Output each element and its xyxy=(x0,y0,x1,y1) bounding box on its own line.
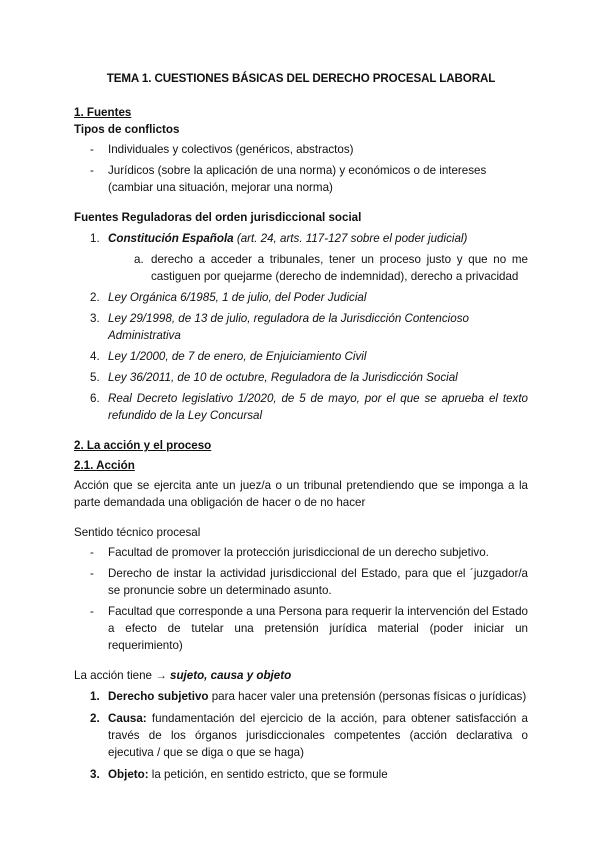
list-item xyxy=(74,289,528,306)
list-label: Causa: xyxy=(108,712,147,725)
sub-list-text: derecho a acceder a tribunales, tener un proceso justo y que no me castiguen por quejarme (derecho de indemnidad), derecho a privacidad xyxy=(151,253,528,283)
list-item xyxy=(74,688,528,705)
list-label: Objeto: xyxy=(108,768,149,781)
fuentes-list-cont xyxy=(74,289,528,424)
list-item: - Facultad que corresponde a una Persona para requerir la intervención del Estado a efecto de tutelar una pretensión jurídica material (poder iniciar un requerimiento) xyxy=(74,603,528,654)
list-text: Real Decreto legislativo 1/2020, de 5 de mayo, por el que se aprueba el texto refundido de la Ley Concursal xyxy=(108,392,528,422)
accion-definition: Acción que se ejercita ante un juez/a o un tribunal pretendiendo que se imponga a la parte demandada una obligación de hacer o de no hacer xyxy=(74,479,528,509)
list-item xyxy=(74,230,528,247)
list-item: - Derecho de instar la actividad jurisdiccional del Estado, para que el ´juzgador/a se pronuncie sobre un determinado asunto. xyxy=(74,565,528,599)
list-item: - Individuales y colectivos (genéricos, abstractos) xyxy=(74,141,528,158)
list-text: para hacer valer una pretensión (personas físicas o jurídicas) xyxy=(208,690,527,703)
sub-list-item xyxy=(74,251,528,285)
tipos-list xyxy=(74,141,528,196)
constitucion-label: Constitución Española xyxy=(108,232,234,245)
sentido-tecnico-label: Sentido técnico procesal xyxy=(74,526,201,539)
list-text: Ley 29/1998, de 13 de julio, reguladora de la Jurisdicción Contencioso Administrativa xyxy=(108,312,469,342)
list-text: Ley 36/2011, de 10 de octubre, Reguladora de la Jurisdicción Social xyxy=(108,371,458,384)
list-item xyxy=(74,310,528,344)
list-number: 4. xyxy=(90,350,100,363)
subheading-tipos-conflictos: Tipos de conflictos xyxy=(74,123,180,136)
subheading-fuentes-reguladoras: Fuentes Reguladoras del orden jurisdiccional social xyxy=(74,211,362,224)
list-item xyxy=(74,766,528,783)
list-text: Ley 1/2000, de 7 de enero, de Enjuiciamiento Civil xyxy=(108,350,367,363)
list-number: 1. xyxy=(90,232,100,245)
list-item: - Facultad de promover la protección jurisdiccional de un derecho subjetivo. xyxy=(74,544,528,561)
list-letter: a. xyxy=(134,253,144,266)
list-number: 2. xyxy=(90,712,100,725)
document-title: TEMA 1. CUESTIONES BÁSICAS DEL DERECHO PROCESAL LABORAL xyxy=(106,72,496,85)
constitucion-detail: (art. 24, arts. 117-127 sobre el poder judicial) xyxy=(233,232,468,245)
accion-tiene-line xyxy=(74,667,528,684)
list-number: 6. xyxy=(90,392,100,405)
list-text: fundamentación del ejercicio de la acción, para obtener satisfacción a través de los órganos jurisdiccionales competentes (acción declarativa o ejecutiva / que se diga o que se haga) xyxy=(108,712,528,759)
subsection-heading-accion: 2.1. Acción xyxy=(74,459,135,472)
list-item xyxy=(74,390,528,424)
sentido-list xyxy=(74,544,528,654)
list-item: - Jurídicos (sobre la aplicación de una norma) y económicos o de intereses (cambiar una situación, mejorar una norma) xyxy=(74,162,528,196)
section-heading-accion-proceso: 2. La acción y el proceso xyxy=(74,439,212,452)
list-label: Derecho subjetivo xyxy=(108,690,209,703)
fuentes-list xyxy=(74,230,528,247)
list-number: 2. xyxy=(90,291,100,304)
list-number: 3. xyxy=(90,312,100,325)
list-item xyxy=(74,369,528,386)
list-text: la petición, en sentido estricto, que se formule xyxy=(148,768,388,781)
accion-tiene-elements: sujeto, causa y objeto xyxy=(170,669,292,682)
list-number: 1. xyxy=(90,690,100,703)
accion-tiene-prefix: La acción tiene → xyxy=(74,669,171,682)
list-item xyxy=(74,348,528,365)
list-number: 5. xyxy=(90,371,100,384)
list-item xyxy=(74,710,528,761)
list-text: Ley Orgánica 6/1985, 1 de julio, del Poder Judicial xyxy=(108,291,367,304)
elementos-list xyxy=(74,688,528,783)
section-heading-fuentes: 1. Fuentes xyxy=(74,106,132,119)
list-number: 3. xyxy=(90,768,100,781)
